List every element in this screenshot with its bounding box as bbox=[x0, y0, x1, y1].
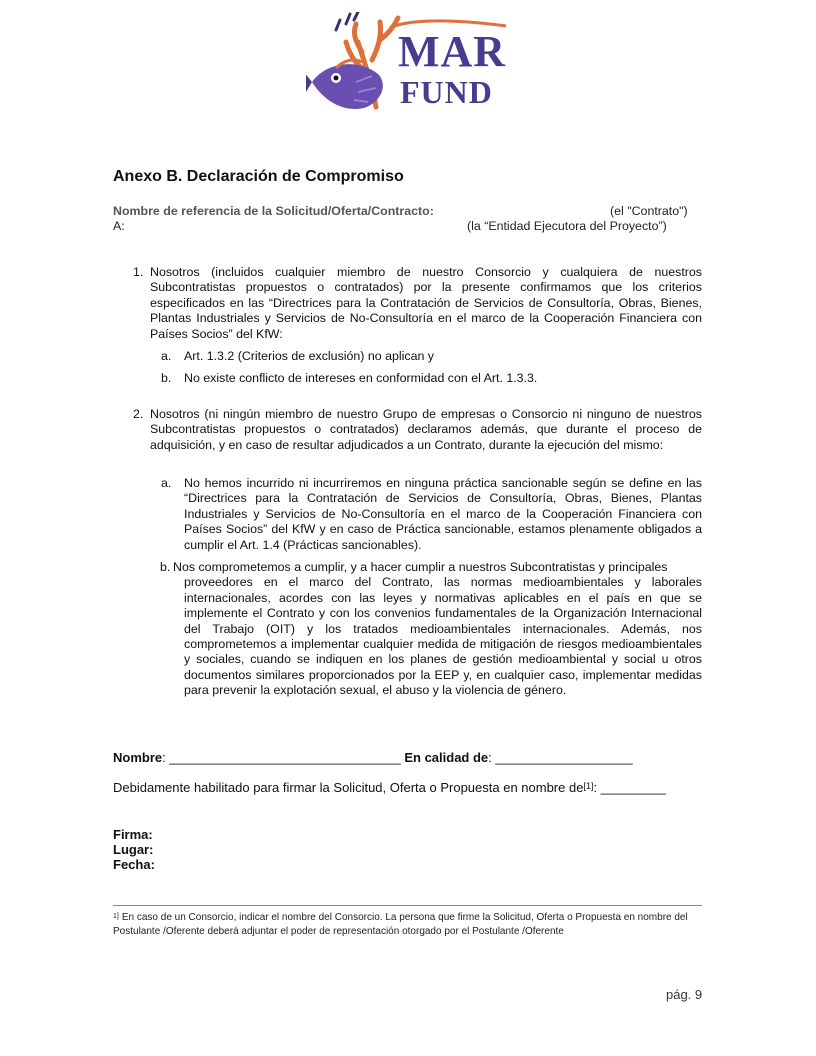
section-1-number: 1. bbox=[133, 265, 144, 279]
section-1-item-b-letter: b. bbox=[161, 371, 172, 385]
reference-label: Nombre de referencia de la Solicitud/Oferta/Contracto: bbox=[113, 204, 434, 218]
section-1-item-b: No existe conflicto de intereses en conformidad con el Art. 1.3.3. bbox=[184, 371, 538, 385]
reference-a-label: A: bbox=[113, 219, 125, 233]
page-title: Anexo B. Declaración de Compromiso bbox=[113, 168, 404, 185]
footnote-divider bbox=[113, 905, 702, 906]
habilitado-text: Debidamente habilitado para firmar la Solicitud, Oferta o Propuesta en nombre de bbox=[113, 780, 584, 795]
habilitado-blank[interactable]: : _________ bbox=[593, 780, 666, 795]
section-2-number: 2. bbox=[133, 407, 144, 421]
section-2-text: Nosotros (ni ningún miembro de nuestro Grupo de empresas o Consorcio ni ninguno de nuestros Subcontratistas propuestos o contratados) declaramos además, que durante el proceso de adquisición, y en caso de resultar adjudicados a un Contrato, durante la ejecución del mismo: bbox=[150, 407, 702, 452]
habilitado-line bbox=[113, 780, 666, 795]
fecha-label: Fecha: bbox=[113, 857, 155, 872]
capacity-label: En calidad de bbox=[404, 750, 489, 765]
reference-contract: (el "Contrato") bbox=[610, 204, 688, 218]
section-1-item-a-letter: a. bbox=[161, 349, 172, 363]
logo-text-fund: FUND bbox=[400, 74, 493, 110]
page-number: pág. 9 bbox=[666, 987, 703, 1002]
lugar-label: Lugar: bbox=[113, 842, 154, 857]
footnote bbox=[113, 910, 705, 938]
section-2-item-b-letter: b. bbox=[160, 560, 171, 574]
section-1-item-a: Art. 1.3.2 (Criterios de exclusión) no aplican y bbox=[184, 349, 434, 363]
name-blank[interactable]: : ________________________________ bbox=[162, 750, 401, 765]
firma-label: Firma: bbox=[113, 827, 153, 842]
section-2-item-b: proveedores en el marco del Contrato, las normas medioambientales y laborales internacionales, acordes con las leyes y normativas aplicables en el país en que se implemente el Contrato y con los convenios fundamentales de la Organización Internacional del Trabajo (OIT) y los tratados medioambientales internacionales. Además, nos comprometemos a implementar cualquier medida de mitigación de riesgos medioambientales y sociales, cuando se indiquen en los planes de gestión medioambiental y social u otros documentos similares proporcionados por la EEP y, en cualquier caso, implementar medidas para prevenir la explotación sexual, el abuso y la violencia de género. bbox=[184, 575, 702, 698]
section-2-item-a: No hemos incurrido ni incurriremos en ninguna práctica sancionable según se define en las “Directrices para la Contratación de Servicios de Consultoría, Obras, Bienes, Plantas Industriales y Servicios de No-Consultoría en el marco de la Cooperación Financiera con Países Socios” del KfW y en caso de Práctica sancionable, estamos plenamente obligados a cumplir el Art. 1.4 (Prácticas sancionables). bbox=[184, 476, 702, 552]
section-1-text: Nosotros (incluidos cualquier miembro de nuestro Consorcio y cualquiera de nuestros Subcontratistas propuestos o contratados) por la presente confirmamos que los criterios especificados en las “Directrices para la Contratación de Servicios de Consultoría, Obras, Bienes, Plantas Industriales y Servicios de No-Consultoría en el marco de la Cooperación Financiera con Países Socios” del KfW: bbox=[150, 265, 702, 341]
reference-entity: (la “Entidad Ejecutora del Proyecto”) bbox=[467, 219, 667, 233]
logo-text-mar: MAR bbox=[398, 27, 507, 76]
signature-name-line bbox=[113, 750, 633, 765]
footnote-ref[interactable]: [1] bbox=[583, 781, 594, 791]
capacity-blank[interactable]: : ___________________ bbox=[488, 750, 633, 765]
name-label: Nombre bbox=[113, 750, 163, 765]
footnote-mark: 1] bbox=[113, 913, 119, 920]
section-2-item-a-letter: a. bbox=[161, 476, 172, 490]
marfund-logo bbox=[306, 12, 516, 116]
footnote-text: En caso de un Consorcio, indicar el nombre del Consorcio. La persona que firme la Solicitud, Oferta o Propuesta en nombre del Postulante /Oferente deberá adjuntar el poder de representación otorgado por el Postulante /Oferente bbox=[113, 912, 688, 937]
section-2-item-b-first-line: Nos comprometemos a cumplir, y a hacer cumplir a nuestros Subcontratistas y principales bbox=[173, 560, 668, 574]
